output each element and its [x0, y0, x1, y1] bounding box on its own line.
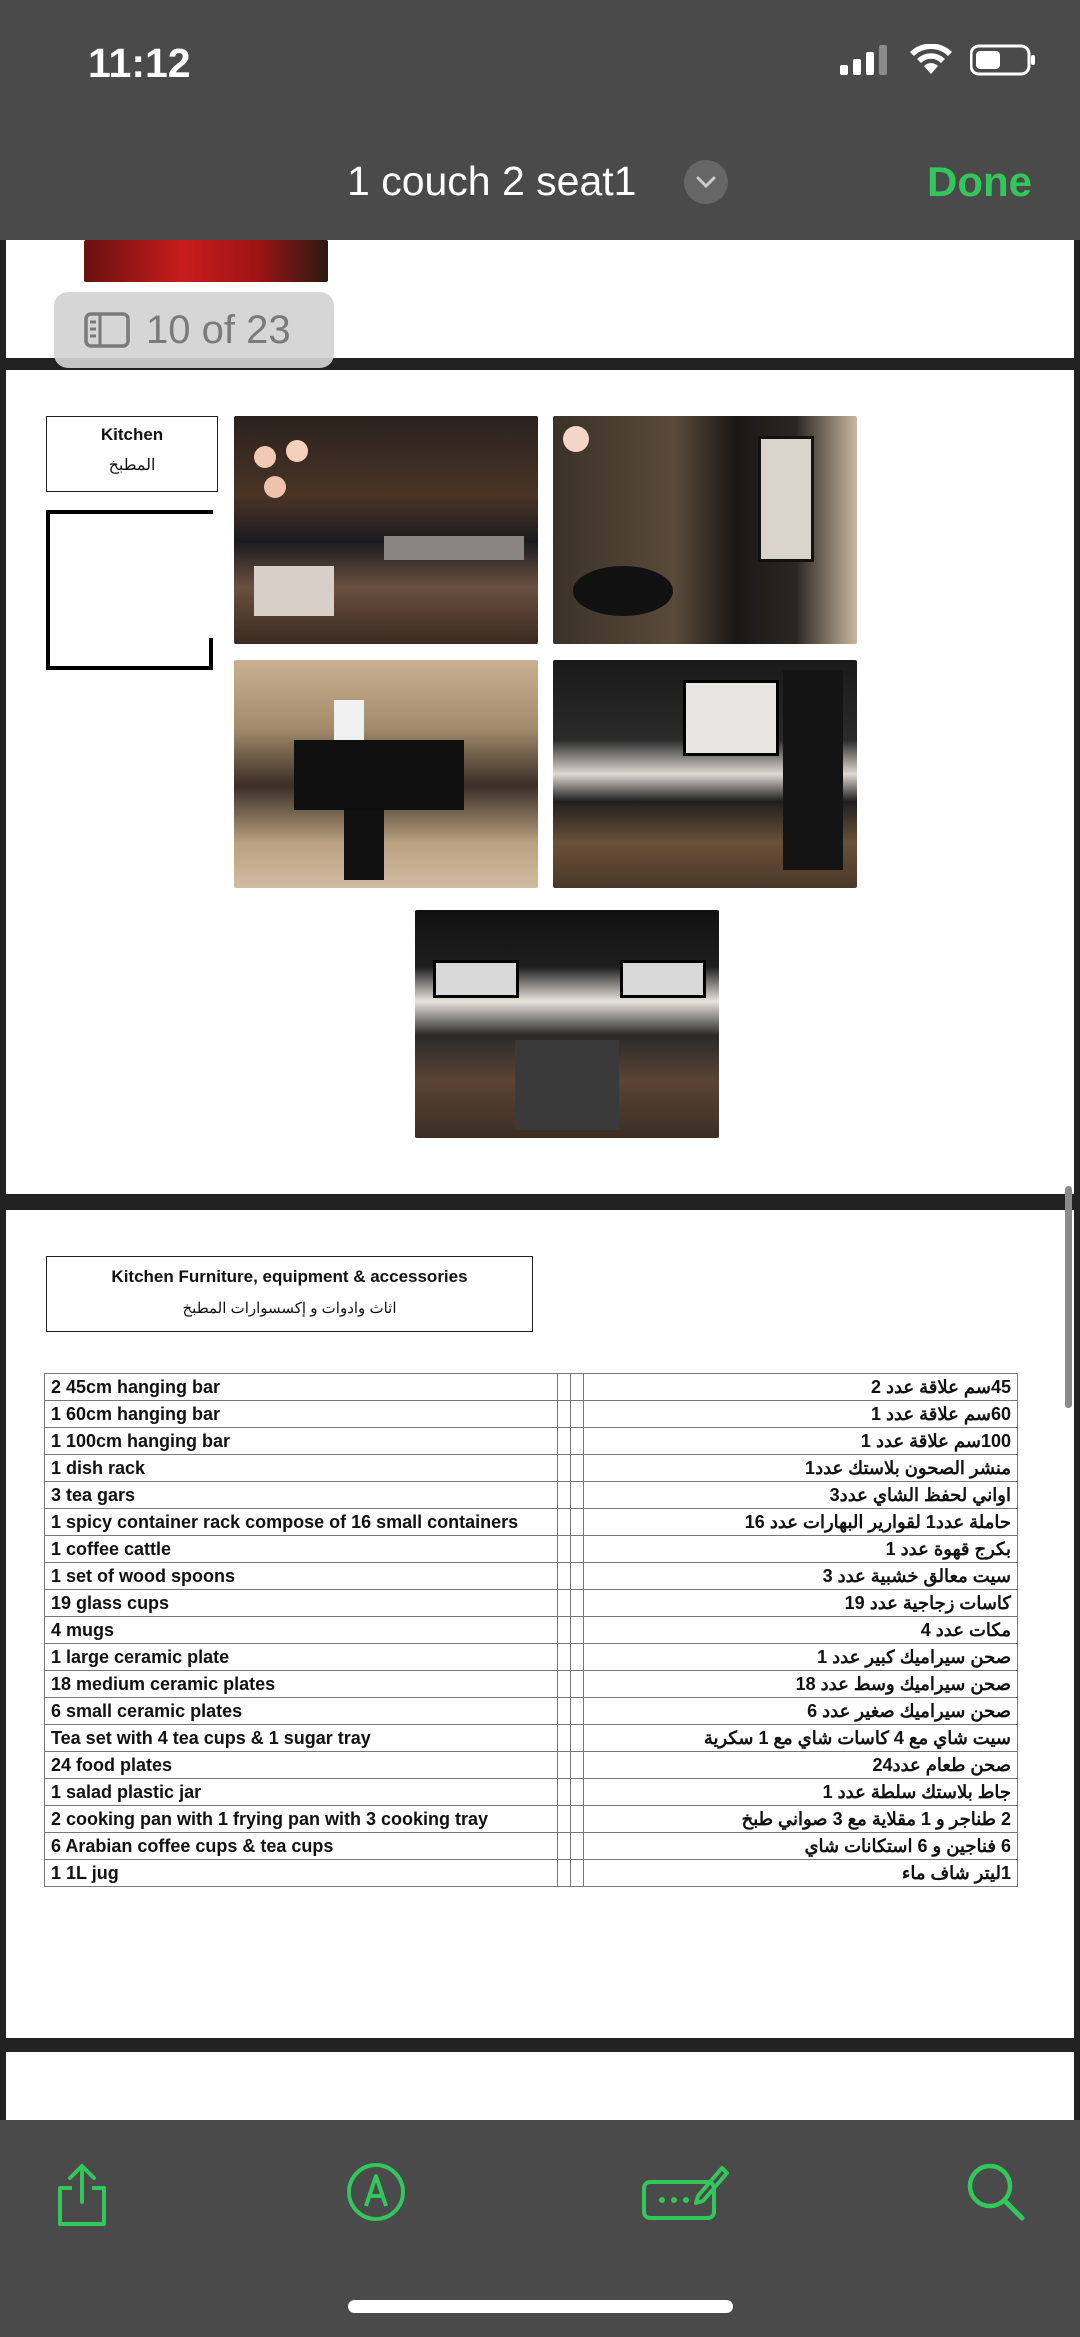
- blank-cell: [558, 1644, 571, 1671]
- home-indicator[interactable]: [348, 2300, 733, 2313]
- item-english: 24 food plates: [45, 1752, 558, 1779]
- item-arabic: 100سم علاقة عدد 1: [584, 1428, 1018, 1455]
- blank-cell: [558, 1617, 571, 1644]
- floor-plan-tick: [209, 638, 213, 666]
- floor-plan-outline: [46, 510, 213, 670]
- blank-cell: [558, 1752, 571, 1779]
- blank-cell: [558, 1833, 571, 1860]
- table-row: [45, 1806, 1018, 1833]
- blank-cell: [558, 1455, 571, 1482]
- kitchen-photo-1: [234, 416, 538, 644]
- blank-cell: [558, 1563, 571, 1590]
- done-button[interactable]: Done: [927, 158, 1032, 205]
- table-row: [45, 1617, 1018, 1644]
- item-english: 1 100cm hanging bar: [45, 1428, 558, 1455]
- blank-cell: [558, 1401, 571, 1428]
- blank-cell: [558, 1482, 571, 1509]
- table-row: [45, 1698, 1018, 1725]
- item-arabic: صحن سيراميك وسط عدد 18: [584, 1671, 1018, 1698]
- kitchen-photo-2: [553, 416, 857, 644]
- table-row: [45, 1374, 1018, 1401]
- pdf-page-kitchen: [6, 370, 1074, 1194]
- item-arabic: سيت معالق خشبية عدد 3: [584, 1563, 1018, 1590]
- blank-cell: [571, 1374, 584, 1401]
- item-english: 1 spicy container rack compose of 16 small containers: [45, 1509, 558, 1536]
- page-counter: [54, 292, 334, 368]
- blank-cell: [571, 1617, 584, 1644]
- markup-icon[interactable]: [344, 2160, 408, 2224]
- kitchen-label: [46, 416, 218, 492]
- table-row: [45, 1833, 1018, 1860]
- kitchen-label-en: Kitchen: [100, 425, 164, 444]
- item-arabic: 45سم علاقة عدد 2: [584, 1374, 1018, 1401]
- chevron-down-icon[interactable]: [684, 160, 728, 204]
- blank-cell: [558, 1725, 571, 1752]
- table-row: [45, 1590, 1018, 1617]
- inventory-table: [44, 1373, 1018, 1887]
- blank-cell: [571, 1536, 584, 1563]
- cellular-signal-icon: [840, 45, 892, 75]
- blank-cell: [571, 1806, 584, 1833]
- item-english: 1 coffee cattle: [45, 1536, 558, 1563]
- wifi-icon: [910, 44, 952, 76]
- blank-cell: [571, 1833, 584, 1860]
- table-row: [45, 1401, 1018, 1428]
- table-row: [45, 1671, 1018, 1698]
- blank-cell: [571, 1698, 584, 1725]
- item-arabic: 2 طناجر و 1 مقلاية مع 3 صواني طبخ: [584, 1806, 1018, 1833]
- item-arabic: اواني لحفظ الشاي عدد3: [584, 1482, 1018, 1509]
- inventory-header-en: Kitchen Furniture, equipment & accessories: [111, 1267, 468, 1286]
- item-arabic: جاط بلاستك سلطة عدد 1: [584, 1779, 1018, 1806]
- blank-cell: [571, 1455, 584, 1482]
- blank-cell: [571, 1644, 584, 1671]
- status-icons: [840, 44, 1036, 76]
- couch-photo: [84, 240, 328, 282]
- share-icon[interactable]: [52, 2160, 112, 2230]
- kitchen-photo-4: [553, 660, 857, 888]
- blank-cell: [571, 1725, 584, 1752]
- blank-cell: [558, 1536, 571, 1563]
- blank-cell: [571, 1860, 584, 1887]
- table-row: [45, 1779, 1018, 1806]
- item-arabic: بكرج قهوة عدد 1: [584, 1536, 1018, 1563]
- item-english: 1 set of wood spoons: [45, 1563, 558, 1590]
- signature-icon[interactable]: [640, 2160, 730, 2224]
- kitchen-label-ar: المطبخ: [108, 457, 156, 474]
- table-row: [45, 1509, 1018, 1536]
- status-bar: [0, 0, 1080, 130]
- kitchen-photo-3: [234, 660, 538, 888]
- table-row: [45, 1536, 1018, 1563]
- item-english: 6 Arabian coffee cups & tea cups: [45, 1833, 558, 1860]
- table-row: [45, 1455, 1018, 1482]
- sidebar-icon: [84, 312, 130, 348]
- blank-cell: [571, 1752, 584, 1779]
- blank-cell: [558, 1806, 571, 1833]
- item-arabic: سيت شاي مع 4 كاسات شاي مع 1 سكرية: [584, 1725, 1018, 1752]
- search-icon[interactable]: [964, 2160, 1028, 2224]
- table-row: [45, 1644, 1018, 1671]
- item-arabic: صحن طعام عدد24: [584, 1752, 1018, 1779]
- kitchen-photo-5: [415, 910, 719, 1138]
- item-english: 1 dish rack: [45, 1455, 558, 1482]
- item-arabic: صحن سيراميك صغير عدد 6: [584, 1698, 1018, 1725]
- item-english: 2 cooking pan with 1 frying pan with 3 cooking tray: [45, 1806, 558, 1833]
- item-english: 18 medium ceramic plates: [45, 1671, 558, 1698]
- blank-cell: [558, 1779, 571, 1806]
- blank-cell: [558, 1509, 571, 1536]
- blank-cell: [558, 1698, 571, 1725]
- item-arabic: 60سم علاقة عدد 1: [584, 1401, 1018, 1428]
- table-row: [45, 1725, 1018, 1752]
- status-time: 11:12: [88, 40, 191, 86]
- blank-cell: [571, 1482, 584, 1509]
- table-row: [45, 1752, 1018, 1779]
- item-arabic: صحن سيراميك كبير عدد 1: [584, 1644, 1018, 1671]
- item-arabic: كاسات زجاجية عدد 19: [584, 1590, 1018, 1617]
- item-arabic: منشر الصحون بلاستك عدد1: [584, 1455, 1018, 1482]
- blank-cell: [571, 1563, 584, 1590]
- pdf-page-next: [6, 2052, 1074, 2120]
- page-counter-label: 10 of 23: [146, 307, 291, 352]
- item-english: 19 glass cups: [45, 1590, 558, 1617]
- item-english: 1 large ceramic plate: [45, 1644, 558, 1671]
- item-english: 2 45cm hanging bar: [45, 1374, 558, 1401]
- blank-cell: [558, 1671, 571, 1698]
- battery-icon: [970, 44, 1036, 76]
- item-english: 1 salad plastic jar: [45, 1779, 558, 1806]
- table-row: [45, 1482, 1018, 1509]
- item-arabic: مكات عدد 4: [584, 1617, 1018, 1644]
- blank-cell: [558, 1374, 571, 1401]
- blank-cell: [571, 1779, 584, 1806]
- item-arabic: 1ليتر شاف ماء: [584, 1860, 1018, 1887]
- document-title[interactable]: 1 couch 2 seat1: [347, 158, 637, 204]
- item-english: Tea set with 4 tea cups & 1 sugar tray: [45, 1725, 558, 1752]
- item-arabic: حاملة عدد1 لقوارير البهارات عدد 16: [584, 1509, 1018, 1536]
- table-row: [45, 1428, 1018, 1455]
- item-arabic: 6 فناجين و 6 استكانات شاي: [584, 1833, 1018, 1860]
- inventory-header-ar: اثاث وادوات و إكسسوارات المطبخ: [182, 1300, 397, 1317]
- table-row: [45, 1563, 1018, 1590]
- blank-cell: [558, 1590, 571, 1617]
- blank-cell: [571, 1590, 584, 1617]
- item-english: 6 small ceramic plates: [45, 1698, 558, 1725]
- item-english: 1 1L jug: [45, 1860, 558, 1887]
- inventory-header: [46, 1256, 533, 1332]
- scroll-indicator[interactable]: [1065, 1186, 1072, 1408]
- blank-cell: [571, 1401, 584, 1428]
- blank-cell: [558, 1860, 571, 1887]
- item-english: 4 mugs: [45, 1617, 558, 1644]
- navigation-bar: [0, 130, 1080, 240]
- blank-cell: [558, 1428, 571, 1455]
- blank-cell: [571, 1428, 584, 1455]
- table-row: [45, 1860, 1018, 1887]
- blank-cell: [571, 1509, 584, 1536]
- document-viewer[interactable]: [0, 240, 1080, 2120]
- item-english: 3 tea gars: [45, 1482, 558, 1509]
- blank-cell: [571, 1671, 584, 1698]
- item-english: 1 60cm hanging bar: [45, 1401, 558, 1428]
